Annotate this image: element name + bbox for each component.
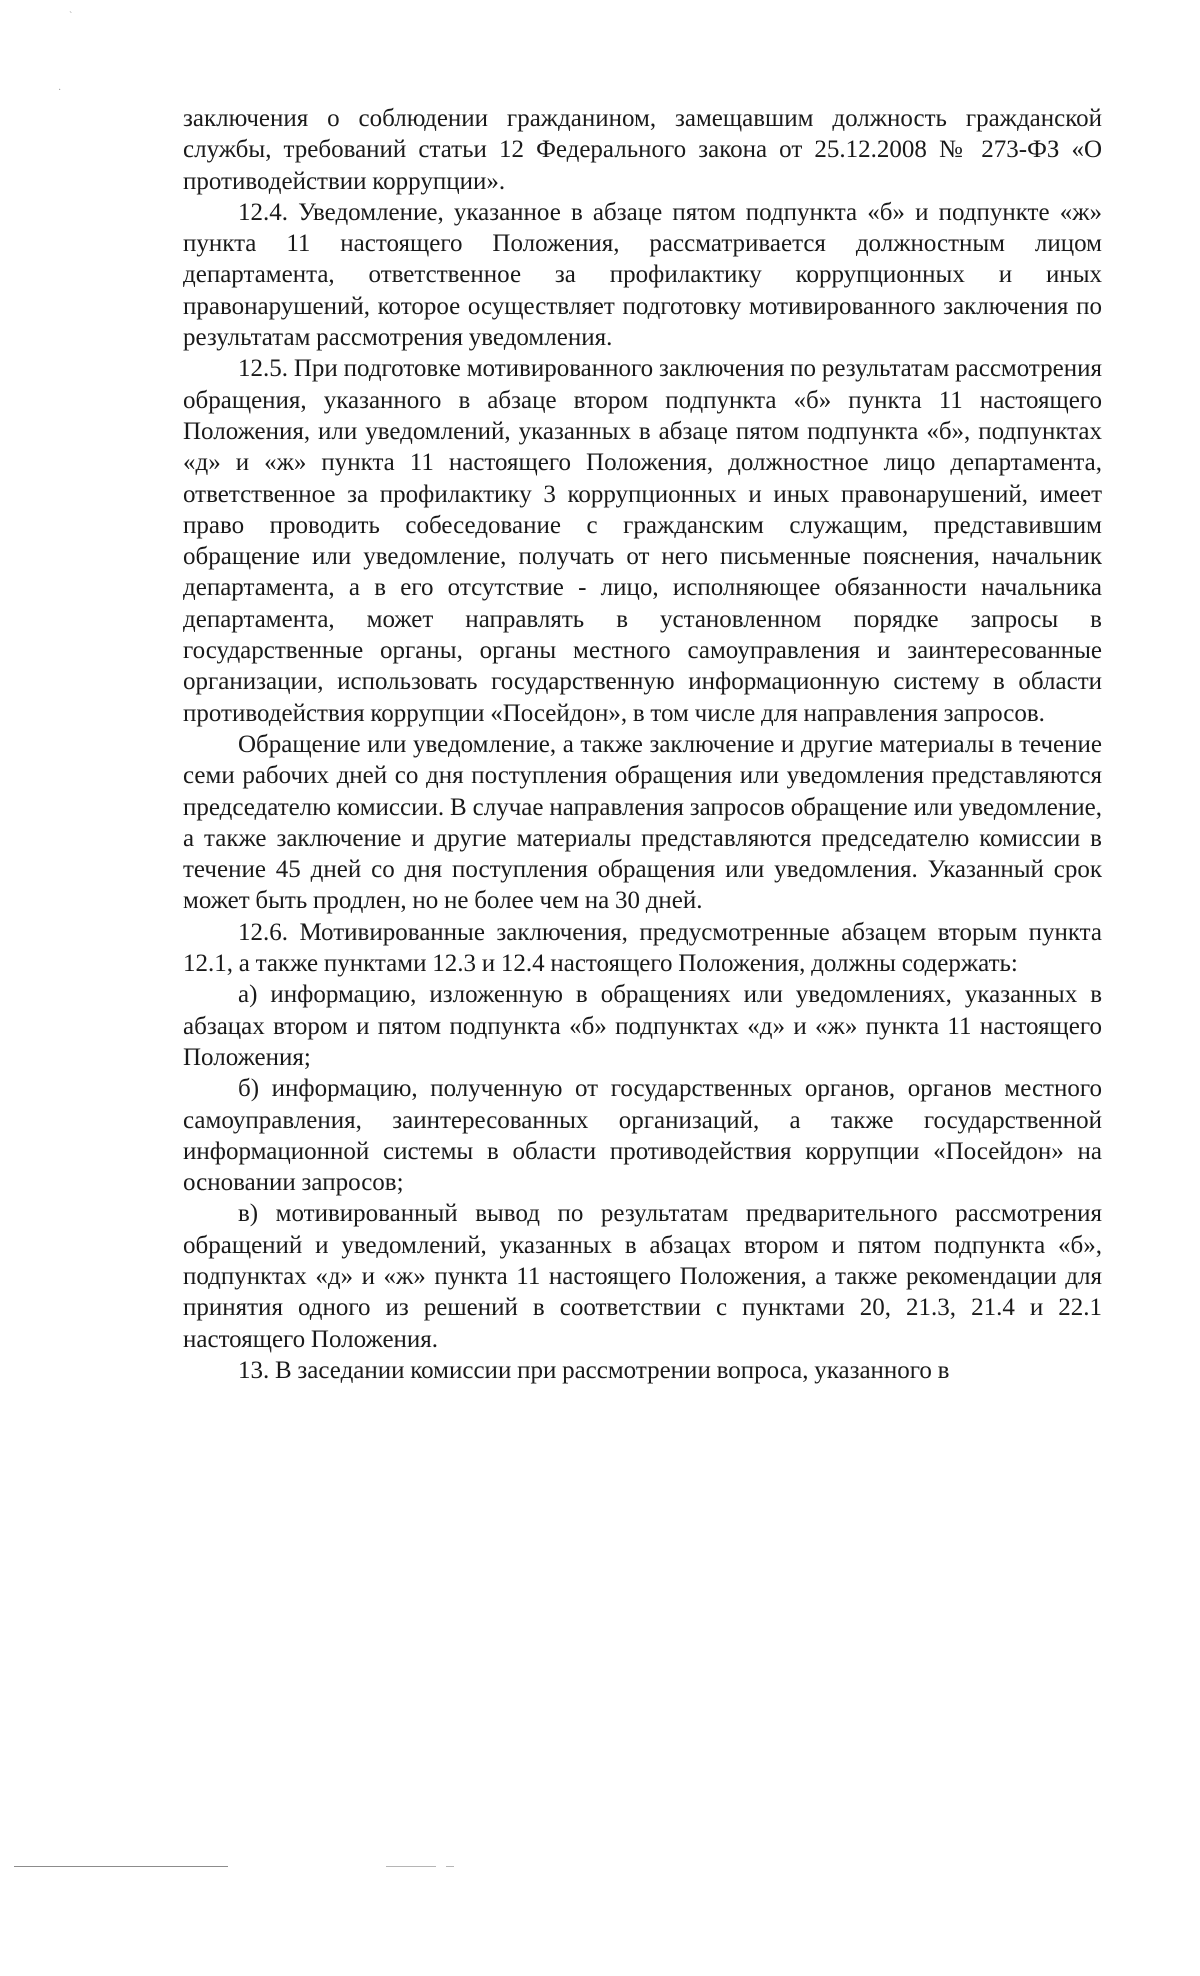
paragraph-13: 13. В заседании комиссии при рассмотрении вопроса, указанного в <box>238 1356 950 1384</box>
paragraph-12-6: 12.6. Мотивированные заключения, предусмотренные абзацем вторым пункта 12.1, а также пунктами 12.3 и 12.4 настоящего Положения, должны содержать: <box>183 918 1102 978</box>
paragraph-continuation: заключения о соблюдении гражданином, замещавшим должность гражданской службы, требований статьи 12 Федерального закона от 25.12.2008 № 273-ФЗ «О противодействии коррупции». <box>183 105 1102 195</box>
paragraph-12-5-deadline: Обращение или уведомление, а также заключение и другие материалы в течение семи рабочих дней со дня поступления обращения или уведомления представляются председателю комиссии. В случае направления запросов обращение или уведомление, а также заключение и другие материалы представляются председателю комиссии в течение 45 дней со дня поступления обращения или уведомления. Указанный срок может быть продлен, но не более чем на 30 дней. <box>183 730 1102 915</box>
list-item-a: а) информацию, изложенную в обращениях или уведомлениях, указанных в абзацах втором и пятом подпункта «б» подпунктах «д» и «ж» пункта 11 настоящего Положения; <box>183 981 1102 1071</box>
scan-speck: ˋ <box>69 11 73 22</box>
footer-line <box>446 1866 454 1867</box>
footer-line <box>14 1866 228 1867</box>
document-body <box>183 103 1102 1386</box>
paragraph-12-4: 12.4. Уведомление, указанное в абзаце пятом подпункта «б» и подпункте «ж» пункта 11 настоящего Положения, рассматривается должностным лицом департамента, ответственное за профилактику коррупционных и иных правонарушений, которое осуществляет подготовку мотивированного заключения по результатам рассмотрения уведомления. <box>183 198 1102 352</box>
list-item-b: б) информацию, полученную от государственных органов, органов местного самоуправления, заинтересованных организаций, а также государственной информационной системы в области противодействия коррупции «Посейдон» на основании запросов; <box>183 1075 1102 1197</box>
footer-line <box>386 1866 436 1867</box>
list-item-v: в) мотивированный вывод по результатам предварительного рассмотрения обращений и уведомлений, указанных в абзацах втором и пятом подпункта «б», подпунктах «д» и «ж» пункта 11 настоящего Положения, а также рекомендации для принятия одного из решений в соответствии с пунктами 20, 21.3, 21.4 и 22.1 настоящего Положения. <box>183 1200 1102 1353</box>
scan-speck: · <box>58 85 62 96</box>
paragraph-12-5: 12.5. При подготовке мотивированного заключения по результатам рассмотрения обращения, указанного в абзаце втором подпункта «б» пункта 11 настоящего Положения, или уведомлений, указанных в абзаце пятом подпункта «б», подпунктах «д» и «ж» пункта 11 настоящего Положения, должностное лицо департамента, ответственное за профилактику 3 коррупционных и иных правонарушений, имеет право проводить собеседование с гражданским служащим, представившим обращение или уведомление, получать от него письменные пояснения, начальник департамента, а в его отсутствие - лицо, исполняющее обязанности начальника департамента, может направлять в установленном порядке запросы в государственные органы, органы местного самоуправления и заинтересованные организации, использовать государственную информационную систему в области противодействия коррупции «Посейдон», в том числе для направления запросов. <box>183 355 1102 727</box>
